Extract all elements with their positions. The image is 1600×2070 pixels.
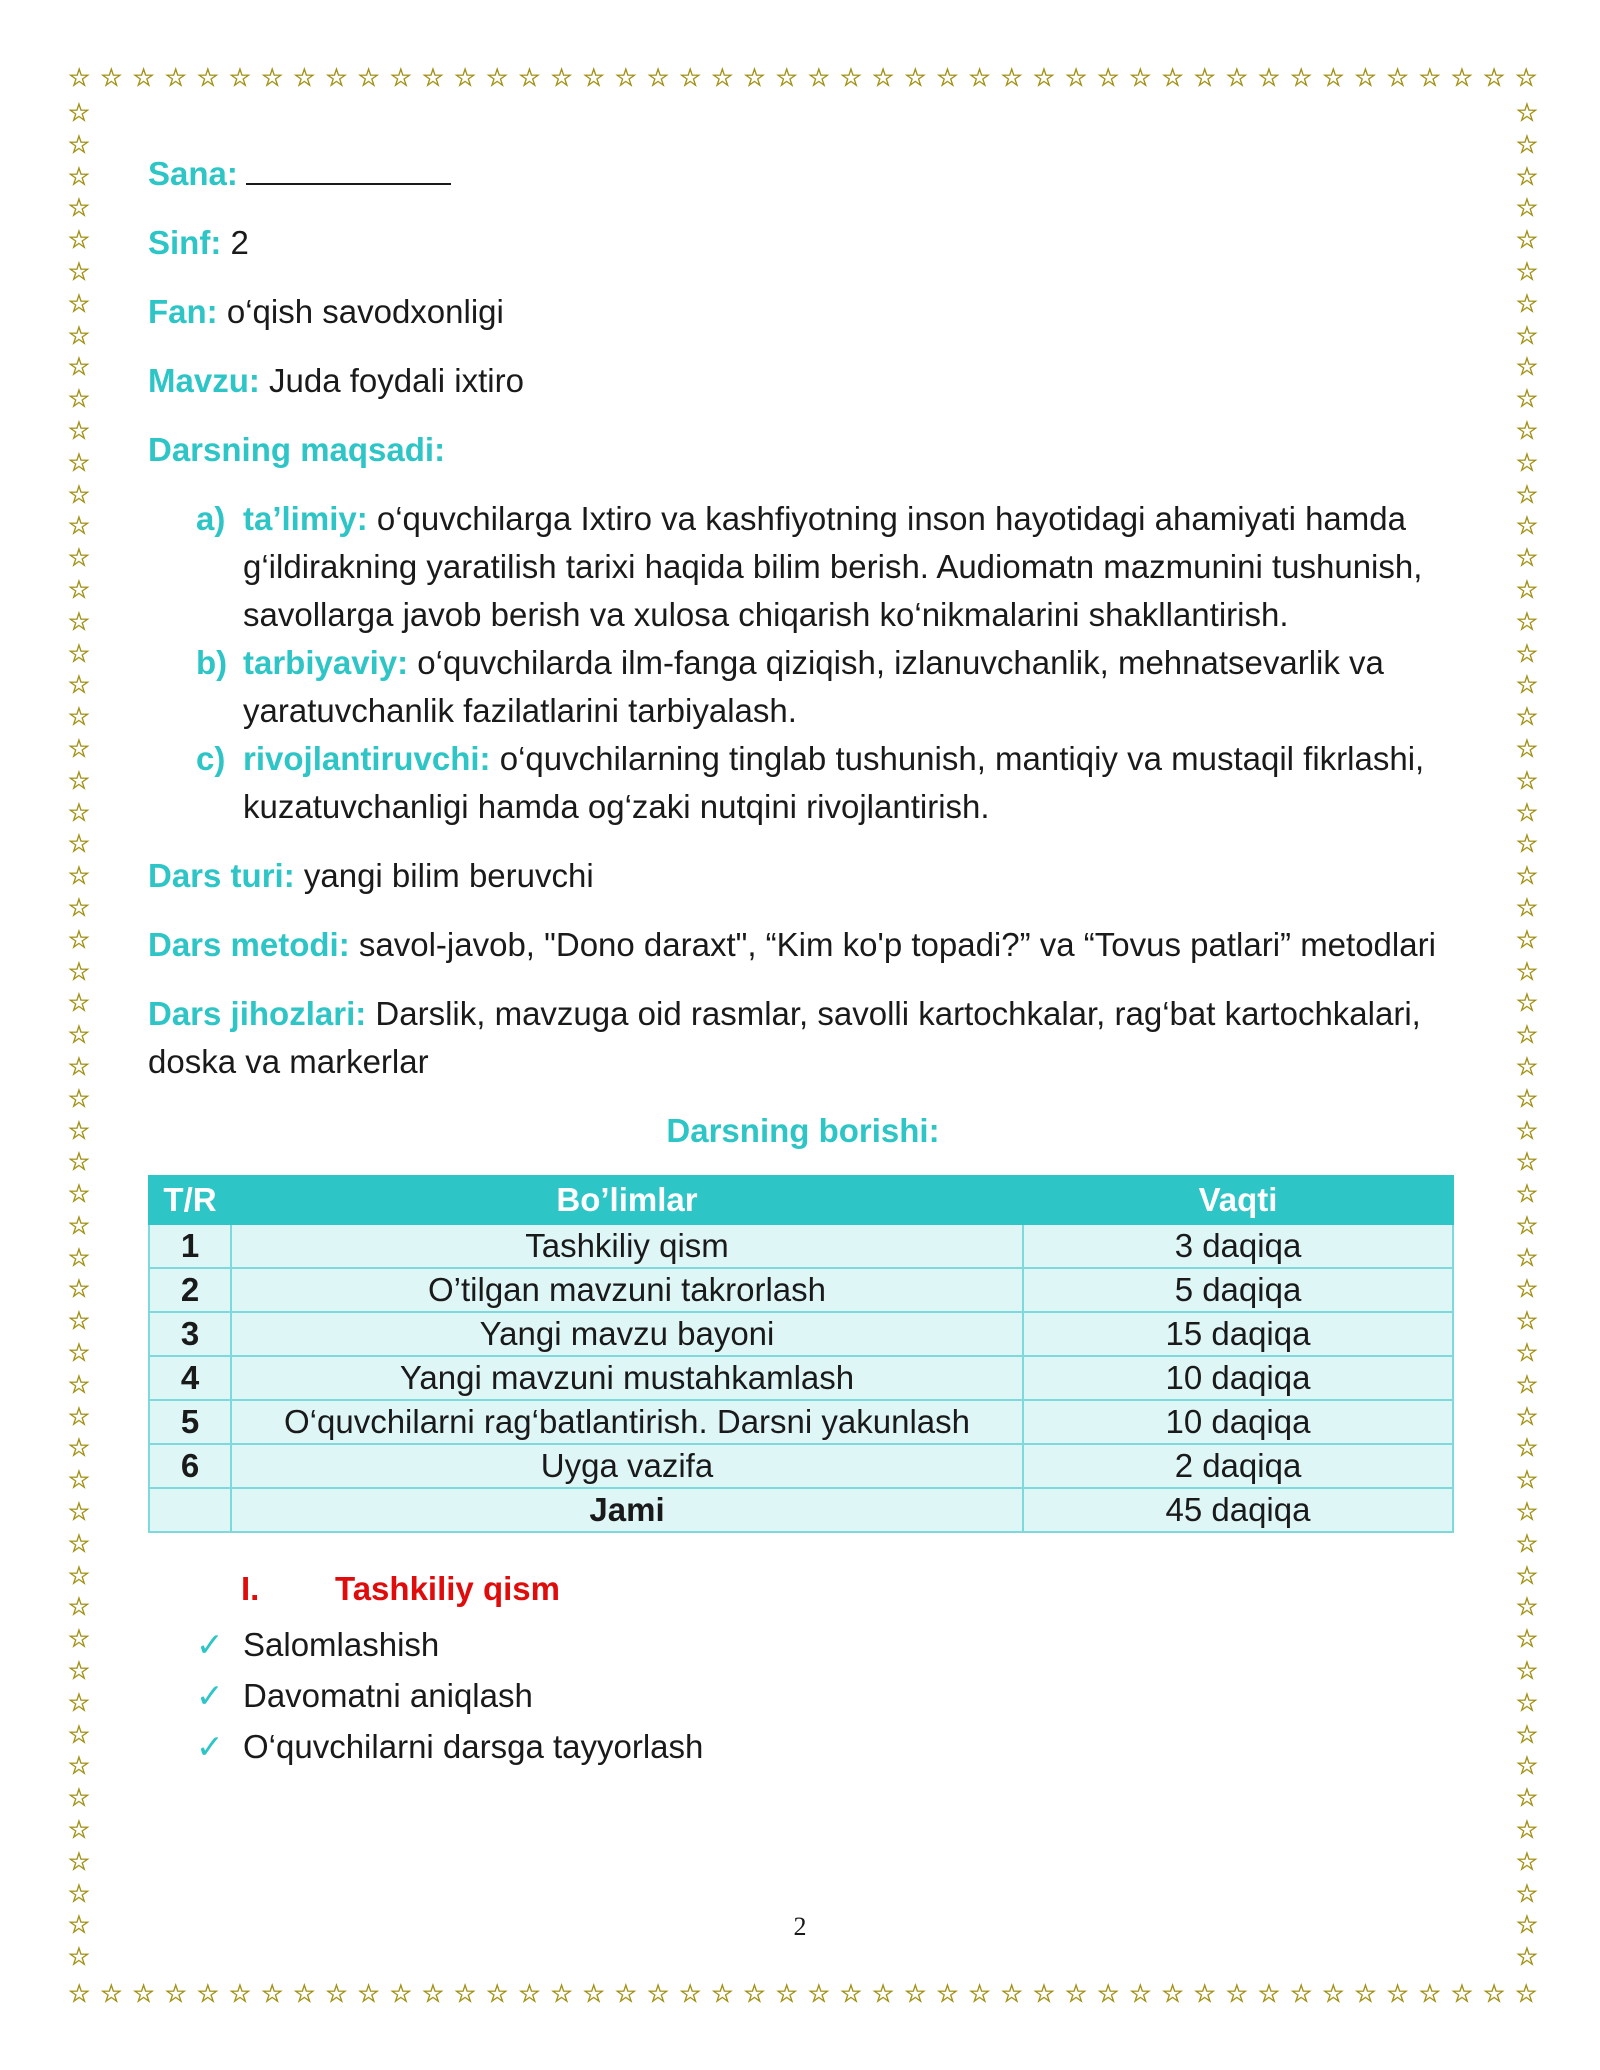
star-icon: ☆ [67, 1592, 91, 1622]
star-icon: ☆ [67, 1242, 91, 1272]
star-icon: ☆ [678, 62, 702, 92]
star-icon: ☆ [67, 225, 91, 255]
star-icon: ☆ [518, 62, 541, 92]
list-item-text: O‘quvchilarni darsga tayyorlash [243, 1728, 704, 1765]
star-icon: ☆ [67, 1306, 91, 1336]
star-icon: ☆ [582, 62, 605, 92]
table-row [149, 1268, 1453, 1312]
table-row [149, 1312, 1453, 1356]
star-icon: ☆ [1097, 1978, 1120, 2008]
star-icon: ☆ [67, 320, 91, 350]
row-time: 3 daqiqa [1023, 1224, 1453, 1268]
mavzu-label: Mavzu: [148, 362, 260, 399]
star-icon: ☆ [1515, 193, 1539, 223]
sinf-label: Sinf: [148, 224, 222, 261]
star-icon: ☆ [1322, 1978, 1345, 2008]
star-icon: ☆ [1515, 606, 1539, 636]
star-icon: ☆ [1515, 924, 1539, 954]
dars-jihozlari-field [148, 990, 1458, 1086]
star-icon: ☆ [68, 1978, 91, 2008]
star-icon: ☆ [1515, 861, 1539, 891]
star-icon: ☆ [1515, 1528, 1539, 1558]
goal-text: o‘quvchilarning tinglab tushunish, mantiqiy va mustaqil fikrlashi, kuzatuvchanligi hamda og‘zaki nutqini rivojlantirish. [243, 740, 1425, 825]
star-icon: ☆ [67, 1942, 91, 1972]
goal-text: o‘quvchilarga Ixtiro va kashfiyotning inson hayotidagi ahamiyati hamda g‘ildirakning yaratilish tarixi haqida bilim berish. Audiomatn mazmunini tushunish, savollarga javob berish va xulosa chiqarish ko‘nikmalarini shakllantirish. [243, 500, 1423, 633]
star-icon: ☆ [67, 161, 91, 191]
star-icon: ☆ [421, 1978, 445, 2008]
star-icon: ☆ [164, 1978, 187, 2008]
star-icon: ☆ [67, 1401, 91, 1431]
sinf-field [148, 219, 1458, 267]
section-title: Tashkiliy qism [335, 1570, 560, 1607]
star-icon: ☆ [67, 702, 91, 732]
star-icon: ☆ [1515, 1978, 1538, 2008]
row-section: Yangi mavzuni mustahkamlash [231, 1356, 1023, 1400]
star-icon: ☆ [1515, 1815, 1539, 1845]
table-row [149, 1400, 1453, 1444]
star-icon: ☆ [67, 479, 91, 509]
star-icon: ☆ [132, 1978, 155, 2008]
star-icon: ☆ [67, 1147, 91, 1177]
checkmark-icon: ✓ [196, 1676, 224, 1715]
star-icon: ☆ [1515, 1369, 1539, 1399]
goal-label: rivojlantiruvchi: [243, 740, 491, 777]
header-time: Vaqti [1023, 1176, 1453, 1224]
star-icon: ☆ [1354, 1978, 1377, 2008]
goal-marker: c) [196, 740, 226, 777]
dars-jihozlari-label: Dars jihozlari: [148, 995, 367, 1032]
star-icon: ☆ [453, 1978, 477, 2008]
star-icon: ☆ [67, 606, 91, 636]
star-icon: ☆ [1515, 1592, 1539, 1622]
star-icon: ☆ [1515, 352, 1539, 382]
star-icon: ☆ [389, 1978, 412, 2008]
star-icon: ☆ [67, 574, 91, 604]
goal-marker: b) [196, 644, 228, 681]
star-icon: ☆ [1064, 1978, 1088, 2008]
star-icon: ☆ [1515, 225, 1539, 255]
star-icon: ☆ [1032, 1978, 1056, 2008]
star-icon: ☆ [67, 1497, 91, 1527]
star-icon: ☆ [1515, 956, 1539, 986]
list-item-text: Davomatni aniqlash [243, 1677, 533, 1714]
star-icon: ☆ [1450, 62, 1474, 92]
star-icon: ☆ [67, 1560, 91, 1590]
star-icon: ☆ [1064, 62, 1088, 92]
star-icon: ☆ [614, 62, 638, 92]
star-icon: ☆ [67, 288, 91, 318]
star-icon: ☆ [260, 1978, 284, 2008]
star-icon: ☆ [67, 1210, 91, 1240]
lesson-plan [148, 150, 1458, 1772]
star-icon: ☆ [67, 447, 91, 477]
star-icon: ☆ [67, 892, 91, 922]
star-icon: ☆ [67, 1878, 91, 1908]
star-icon: ☆ [1129, 62, 1152, 92]
star-icon: ☆ [1515, 1878, 1539, 1908]
star-icon: ☆ [67, 1783, 91, 1813]
star-icon: ☆ [67, 861, 91, 891]
star-icon: ☆ [1322, 62, 1345, 92]
row-time: 15 daqiqa [1023, 1312, 1453, 1356]
dars-turi-field [148, 852, 1458, 900]
star-icon: ☆ [1515, 511, 1539, 541]
star-icon: ☆ [453, 62, 477, 92]
star-icon: ☆ [1515, 1656, 1539, 1686]
star-icon: ☆ [1000, 1978, 1023, 2008]
sana-field [148, 150, 1458, 198]
row-section: O‘quvchilarni rag‘batlantirish. Darsni yakunlash [231, 1400, 1023, 1444]
dars-metodi-field [148, 921, 1458, 969]
star-icon: ☆ [1515, 797, 1539, 827]
row-number: 6 [149, 1444, 231, 1488]
star-icon: ☆ [646, 1978, 670, 2008]
star-icon: ☆ [196, 62, 220, 92]
star-icon: ☆ [1515, 1719, 1539, 1749]
star-icon: ☆ [1515, 129, 1539, 159]
checkmark-icon: ✓ [196, 1727, 224, 1766]
star-icon: ☆ [1515, 988, 1539, 1018]
star-icon: ☆ [260, 62, 284, 92]
goal-item-tarbiyaviy [148, 639, 1458, 735]
star-icon: ☆ [1515, 543, 1539, 573]
star-icon: ☆ [67, 384, 91, 414]
star-icon: ☆ [1482, 62, 1506, 92]
star-icon: ☆ [67, 1687, 91, 1717]
row-time: 2 daqiqa [1023, 1444, 1453, 1488]
row-time: 10 daqiqa [1023, 1356, 1453, 1400]
star-icon: ☆ [67, 1719, 91, 1749]
star-icon: ☆ [67, 1624, 91, 1654]
star-icon: ☆ [1515, 892, 1539, 922]
star-icon: ☆ [325, 62, 348, 92]
star-icon: ☆ [67, 1846, 91, 1876]
star-icon: ☆ [871, 62, 895, 92]
star-icon: ☆ [1225, 1978, 1249, 2008]
star-icon: ☆ [421, 62, 445, 92]
goals-list [148, 495, 1458, 831]
star-icon: ☆ [1515, 1147, 1539, 1177]
star-icon: ☆ [67, 352, 91, 382]
star-icon: ☆ [839, 62, 863, 92]
star-icon: ☆ [1515, 1020, 1539, 1050]
star-icon: ☆ [67, 543, 91, 573]
star-icon: ☆ [1515, 1306, 1539, 1336]
star-icon: ☆ [1515, 1497, 1539, 1527]
star-icon: ☆ [67, 1815, 91, 1845]
star-icon: ☆ [1515, 1783, 1539, 1813]
star-icon: ☆ [839, 1978, 863, 2008]
sinf-value: 2 [230, 224, 249, 261]
star-icon: ☆ [1386, 62, 1409, 92]
star-icon: ☆ [1515, 1274, 1539, 1304]
star-icon: ☆ [711, 62, 734, 92]
star-icon: ☆ [1515, 733, 1539, 763]
dars-jihozlari-value: Darslik, mavzuga oid rasmlar, savolli kartochkalar, rag‘bat kartochkalari, doska va markerlar [148, 995, 1421, 1080]
mavzu-field [148, 357, 1458, 405]
total-time: 45 daqiqa [1023, 1488, 1453, 1532]
star-icon: ☆ [1515, 256, 1539, 286]
star-icon: ☆ [1515, 1465, 1539, 1495]
star-icon: ☆ [1515, 765, 1539, 795]
star-icon: ☆ [67, 1083, 91, 1113]
star-icon: ☆ [1515, 1051, 1539, 1081]
goal-text: o‘quvchilarda ilm-fanga qiziqish, izlanuvchanlik, mehnatsevarlik va yaratuvchanlik fazilatlarini tarbiyalash. [243, 644, 1384, 729]
star-icon: ☆ [67, 1528, 91, 1558]
sana-blank-line [246, 153, 451, 185]
star-icon: ☆ [1515, 1751, 1539, 1781]
star-icon: ☆ [1515, 1560, 1539, 1590]
table-row [149, 1224, 1453, 1268]
star-icon: ☆ [293, 1978, 316, 2008]
star-icon: ☆ [968, 1978, 991, 2008]
star-icon: ☆ [1515, 447, 1539, 477]
star-icon: ☆ [775, 1978, 798, 2008]
star-icon: ☆ [325, 1978, 348, 2008]
row-number: 5 [149, 1400, 231, 1444]
star-icon: ☆ [67, 1369, 91, 1399]
star-icon: ☆ [550, 62, 573, 92]
star-icon: ☆ [871, 1978, 895, 2008]
star-icon: ☆ [67, 1656, 91, 1686]
maqsad-heading [148, 426, 1458, 474]
goal-label: tarbiyaviy: [243, 644, 409, 681]
star-icon: ☆ [1289, 62, 1313, 92]
star-icon: ☆ [1482, 1978, 1506, 2008]
row-number: 1 [149, 1224, 231, 1268]
header-tr: T/R [149, 1176, 231, 1224]
star-icon: ☆ [1418, 1978, 1441, 2008]
goal-marker: a) [196, 500, 226, 537]
list-item [148, 1721, 1458, 1772]
star-icon: ☆ [228, 62, 252, 92]
star-icon: ☆ [743, 62, 766, 92]
row-number: 4 [149, 1356, 231, 1400]
star-icon: ☆ [389, 62, 412, 92]
star-icon: ☆ [68, 62, 91, 92]
star-icon: ☆ [67, 765, 91, 795]
sana-label: Sana: [148, 155, 238, 192]
star-icon: ☆ [67, 1433, 91, 1463]
star-icon: ☆ [1193, 1978, 1216, 2008]
star-icon: ☆ [807, 62, 831, 92]
star-icon: ☆ [1225, 62, 1249, 92]
header-sections: Bo’limlar [231, 1176, 1023, 1224]
table-row [149, 1444, 1453, 1488]
star-icon: ☆ [1097, 62, 1120, 92]
star-border-bottom [68, 1976, 1538, 2010]
star-icon: ☆ [67, 1910, 91, 1940]
tashkiliy-heading [241, 1565, 1458, 1613]
star-icon: ☆ [1515, 1115, 1539, 1145]
page-number: 2 [793, 1912, 807, 1941]
star-icon: ☆ [1000, 62, 1023, 92]
star-icon: ☆ [67, 98, 91, 127]
star-icon: ☆ [1515, 62, 1538, 92]
star-icon: ☆ [1515, 1433, 1539, 1463]
total-label: Jami [231, 1488, 1023, 1532]
star-icon: ☆ [67, 733, 91, 763]
star-icon: ☆ [678, 1978, 702, 2008]
row-section: Tashkiliy qism [231, 1224, 1023, 1268]
star-icon: ☆ [1515, 384, 1539, 414]
star-icon: ☆ [67, 797, 91, 827]
star-icon: ☆ [67, 1751, 91, 1781]
table-header-row [149, 1176, 1453, 1224]
star-icon: ☆ [904, 62, 927, 92]
star-icon: ☆ [936, 1978, 959, 2008]
star-icon: ☆ [1515, 1401, 1539, 1431]
star-icon: ☆ [1515, 574, 1539, 604]
star-icon: ☆ [67, 988, 91, 1018]
dars-turi-value: yangi bilim beruvchi [303, 857, 594, 894]
star-icon: ☆ [1515, 829, 1539, 859]
star-icon: ☆ [1257, 62, 1281, 92]
maqsad-label: Darsning maqsadi: [148, 431, 446, 468]
star-icon: ☆ [968, 62, 991, 92]
row-time: 10 daqiqa [1023, 1400, 1453, 1444]
star-icon: ☆ [1515, 98, 1539, 127]
star-icon: ☆ [1515, 1242, 1539, 1272]
list-item [148, 1619, 1458, 1670]
star-icon: ☆ [67, 1338, 91, 1368]
total-empty-cell [149, 1488, 231, 1532]
row-section: Uyga vazifa [231, 1444, 1023, 1488]
star-icon: ☆ [1161, 62, 1184, 92]
star-icon: ☆ [1515, 1179, 1539, 1209]
star-icon: ☆ [357, 62, 380, 92]
star-icon: ☆ [1515, 1942, 1539, 1972]
star-icon: ☆ [1193, 62, 1216, 92]
star-icon: ☆ [67, 1179, 91, 1209]
star-icon: ☆ [1129, 1978, 1152, 2008]
star-icon: ☆ [67, 415, 91, 445]
star-icon: ☆ [67, 193, 91, 223]
star-icon: ☆ [196, 1978, 220, 2008]
star-icon: ☆ [1515, 288, 1539, 318]
star-icon: ☆ [1289, 1978, 1313, 2008]
star-icon: ☆ [67, 638, 91, 668]
list-item-text: Salomlashish [243, 1626, 440, 1663]
star-icon: ☆ [164, 62, 187, 92]
table-total-row [149, 1488, 1453, 1532]
star-icon: ☆ [67, 829, 91, 859]
fan-field [148, 288, 1458, 336]
star-icon: ☆ [614, 1978, 638, 2008]
star-icon: ☆ [67, 1465, 91, 1495]
star-icon: ☆ [1257, 1978, 1281, 2008]
table-row [149, 1356, 1453, 1400]
star-border-top [68, 60, 1538, 94]
star-icon: ☆ [357, 1978, 380, 2008]
star-icon: ☆ [1515, 479, 1539, 509]
list-item [148, 1670, 1458, 1721]
star-icon: ☆ [486, 62, 509, 92]
star-icon: ☆ [1515, 1624, 1539, 1654]
star-icon: ☆ [582, 1978, 605, 2008]
star-icon: ☆ [1450, 1978, 1474, 2008]
star-icon: ☆ [1515, 320, 1539, 350]
goal-item-talimiy [148, 495, 1458, 639]
star-icon: ☆ [550, 1978, 573, 2008]
fan-value: o‘qish savodxonligi [226, 293, 504, 330]
star-icon: ☆ [1515, 670, 1539, 700]
dars-turi-label: Dars turi: [148, 857, 295, 894]
star-icon: ☆ [67, 1051, 91, 1081]
star-icon: ☆ [67, 511, 91, 541]
star-icon: ☆ [936, 62, 959, 92]
star-icon: ☆ [1515, 702, 1539, 732]
row-section: Yangi mavzu bayoni [231, 1312, 1023, 1356]
goal-label: ta’limiy: [243, 500, 368, 537]
star-icon: ☆ [1418, 62, 1441, 92]
star-icon: ☆ [67, 1274, 91, 1304]
section-numeral: I. [241, 1570, 260, 1607]
star-border-right [1510, 100, 1544, 1970]
star-icon: ☆ [486, 1978, 509, 2008]
star-icon: ☆ [518, 1978, 541, 2008]
star-icon: ☆ [1354, 62, 1377, 92]
star-icon: ☆ [1515, 1687, 1539, 1717]
star-icon: ☆ [1515, 638, 1539, 668]
row-time: 5 daqiqa [1023, 1268, 1453, 1312]
star-icon: ☆ [100, 1978, 123, 2008]
star-icon: ☆ [293, 62, 316, 92]
tashkiliy-checklist [148, 1619, 1458, 1772]
star-icon: ☆ [67, 924, 91, 954]
star-icon: ☆ [67, 256, 91, 286]
star-icon: ☆ [67, 1020, 91, 1050]
star-icon: ☆ [1515, 1083, 1539, 1113]
lesson-flow-table [148, 1175, 1454, 1533]
star-icon: ☆ [67, 956, 91, 986]
fan-label: Fan: [148, 293, 218, 330]
star-border-left [62, 100, 96, 1970]
star-icon: ☆ [132, 62, 155, 92]
row-section: O’tilgan mavzuni takrorlash [231, 1268, 1023, 1312]
checkmark-icon: ✓ [196, 1625, 224, 1664]
star-icon: ☆ [904, 1978, 927, 2008]
star-icon: ☆ [67, 670, 91, 700]
star-icon: ☆ [100, 62, 123, 92]
star-icon: ☆ [1515, 1910, 1539, 1940]
dars-metodi-value: savol-javob, "Dono daraxt", “Kim ko'p topadi?” va “Tovus patlari” metodlari [358, 926, 1436, 963]
row-number: 3 [149, 1312, 231, 1356]
row-number: 2 [149, 1268, 231, 1312]
star-icon: ☆ [1515, 415, 1539, 445]
dars-metodi-label: Dars metodi: [148, 926, 350, 963]
goal-item-rivojlantiruvchi [148, 735, 1458, 831]
mavzu-value: Juda foydali ixtiro [269, 362, 524, 399]
star-icon: ☆ [1032, 62, 1056, 92]
star-icon: ☆ [67, 1115, 91, 1145]
star-icon: ☆ [228, 1978, 252, 2008]
star-icon: ☆ [1386, 1978, 1409, 2008]
star-icon: ☆ [711, 1978, 734, 2008]
star-icon: ☆ [775, 62, 798, 92]
star-icon: ☆ [1515, 1338, 1539, 1368]
star-icon: ☆ [1515, 1846, 1539, 1876]
star-icon: ☆ [67, 129, 91, 159]
borishi-title: Darsning borishi: [666, 1112, 940, 1149]
star-icon: ☆ [646, 62, 670, 92]
star-icon: ☆ [807, 1978, 831, 2008]
star-icon: ☆ [1515, 161, 1539, 191]
star-icon: ☆ [743, 1978, 766, 2008]
star-icon: ☆ [1161, 1978, 1184, 2008]
star-icon: ☆ [1515, 1210, 1539, 1240]
